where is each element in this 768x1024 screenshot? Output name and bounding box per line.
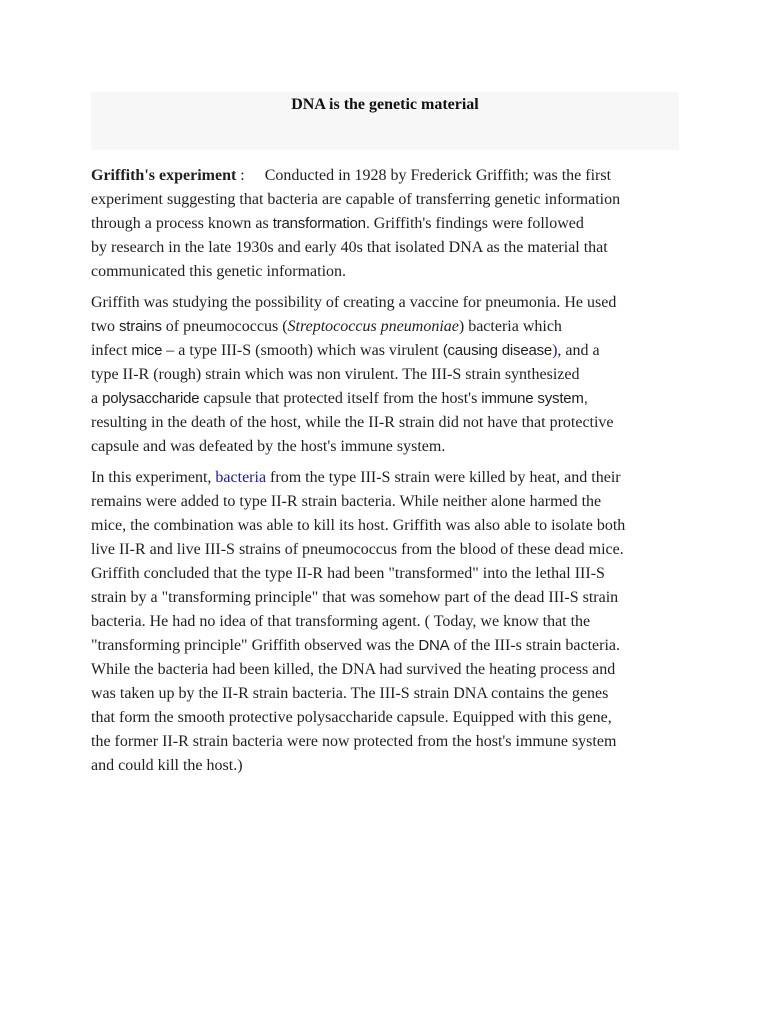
link-frederick-griffith[interactable]: Frederick Griffith <box>410 167 525 184</box>
text-line: mice, the combination was able to kill its host. Griffith was also able to isolate both <box>91 517 626 534</box>
text-line: type II-R (rough) strain which was non virulent. The III-S strain synthesized <box>91 366 580 383</box>
text-line <box>91 212 679 236</box>
paragraph-experiment-results <box>91 466 679 778</box>
link-dna[interactable]: DNA <box>418 637 450 654</box>
section-label: Griffith's experiment <box>91 167 237 184</box>
link-mice[interactable]: mice <box>131 342 163 359</box>
text-span: of pneumococcus ( <box>165 318 288 335</box>
text-span: two <box>91 318 115 335</box>
text-span: , and a <box>557 342 600 359</box>
text-span: infect <box>91 342 128 359</box>
text-line: resulting in the death of the host, while the II-R strain did not have that protective <box>91 414 614 431</box>
text-line <box>91 387 679 411</box>
text-line: capsule and was defeated by the host's immune system. <box>91 438 446 455</box>
text-line <box>91 339 679 363</box>
text-span: from the type III-S strain were killed by heat, and their <box>270 469 621 486</box>
text-line <box>91 236 679 260</box>
text-line <box>91 466 679 490</box>
text-span: Griffith's findings were followed <box>373 215 584 232</box>
link-immune-system[interactable]: immune system, <box>481 390 588 407</box>
link-causing-disease[interactable]: (causing disease <box>442 342 553 359</box>
text-line: and could kill the host.) <box>91 757 243 774</box>
text-line: was taken up by the II-R strain bacteria. The III-S strain DNA contains the genes <box>91 685 609 702</box>
text-line: Griffith concluded that the type II-R had been "transformed" into the lethal III-S <box>91 565 605 582</box>
text-span: comm <box>91 263 131 280</box>
text-line: bacteria. He had no idea of that transforming agent. ( Today, we know that the <box>91 613 591 630</box>
text-line: Griffith was studying the possibility of creating a vaccine for pneumonia. He used <box>91 294 617 311</box>
species-name: Streptococcus pneumoniae <box>287 318 459 335</box>
link-paren[interactable]: ) <box>552 342 558 359</box>
text-span: capsule that protected itself from the host's <box>203 390 478 407</box>
link-virulent[interactable]: virulent <box>388 342 439 359</box>
title-banner <box>91 92 679 150</box>
paragraph-griffith-experiment <box>91 164 679 284</box>
text-line: strain by a "transforming principle" that was somehow part of the dead III-S strain <box>91 589 619 606</box>
text-line: the former II-R strain bacteria were now protected from the host's immune system <box>91 733 617 750</box>
text-span: ) bacteria which <box>458 318 562 335</box>
text-line <box>91 260 679 284</box>
text-span: ; was the first <box>524 167 612 184</box>
text-span: of the III-s strain bacteria. <box>453 637 621 654</box>
text-span: – a type III-S (smooth) which was <box>166 342 385 359</box>
label-colon: : <box>240 167 245 184</box>
text-line: remains were added to type II-R strain bacteria. While neither alone harmed the <box>91 493 602 510</box>
text-line: experiment suggesting that bacteria are capable of transferring genetic information <box>91 191 621 208</box>
text-span: unicated this genetic information. <box>131 263 347 280</box>
text-span: by <box>91 239 107 256</box>
text-span: through a process known as <box>91 215 269 232</box>
text-line: live II-R and live III-S strains of pneumococcus from the blood of these dead mice. <box>91 541 624 558</box>
text-span: a <box>91 390 99 407</box>
text-line <box>91 164 679 188</box>
paragraph-griffith-study <box>91 291 679 459</box>
link-polysaccharide[interactable]: polysaccharide <box>102 390 200 407</box>
link-bacteria[interactable]: bacteria <box>215 469 267 486</box>
text-span: Conducted in 1928 by <box>264 167 407 184</box>
document-page <box>91 92 679 778</box>
text-line <box>91 315 679 339</box>
link-strains[interactable]: strains <box>119 318 162 335</box>
text-line <box>91 634 679 658</box>
text-line: that form the smooth protective polysaccharide capsule. Equipped with this gene, <box>91 709 612 726</box>
link-research[interactable]: research in the late 1930s and early 40s that isolated DNA as the material that <box>111 239 608 256</box>
link-transformation[interactable]: transformation. <box>272 215 370 232</box>
text-span: "transforming principle" Griffith observed was the <box>91 637 415 654</box>
text-line: While the bacteria had been killed, the DNA had survived the heating process and <box>91 661 616 678</box>
page-title: DNA is the genetic material <box>291 96 479 113</box>
text-span: In this experiment, <box>91 469 212 486</box>
